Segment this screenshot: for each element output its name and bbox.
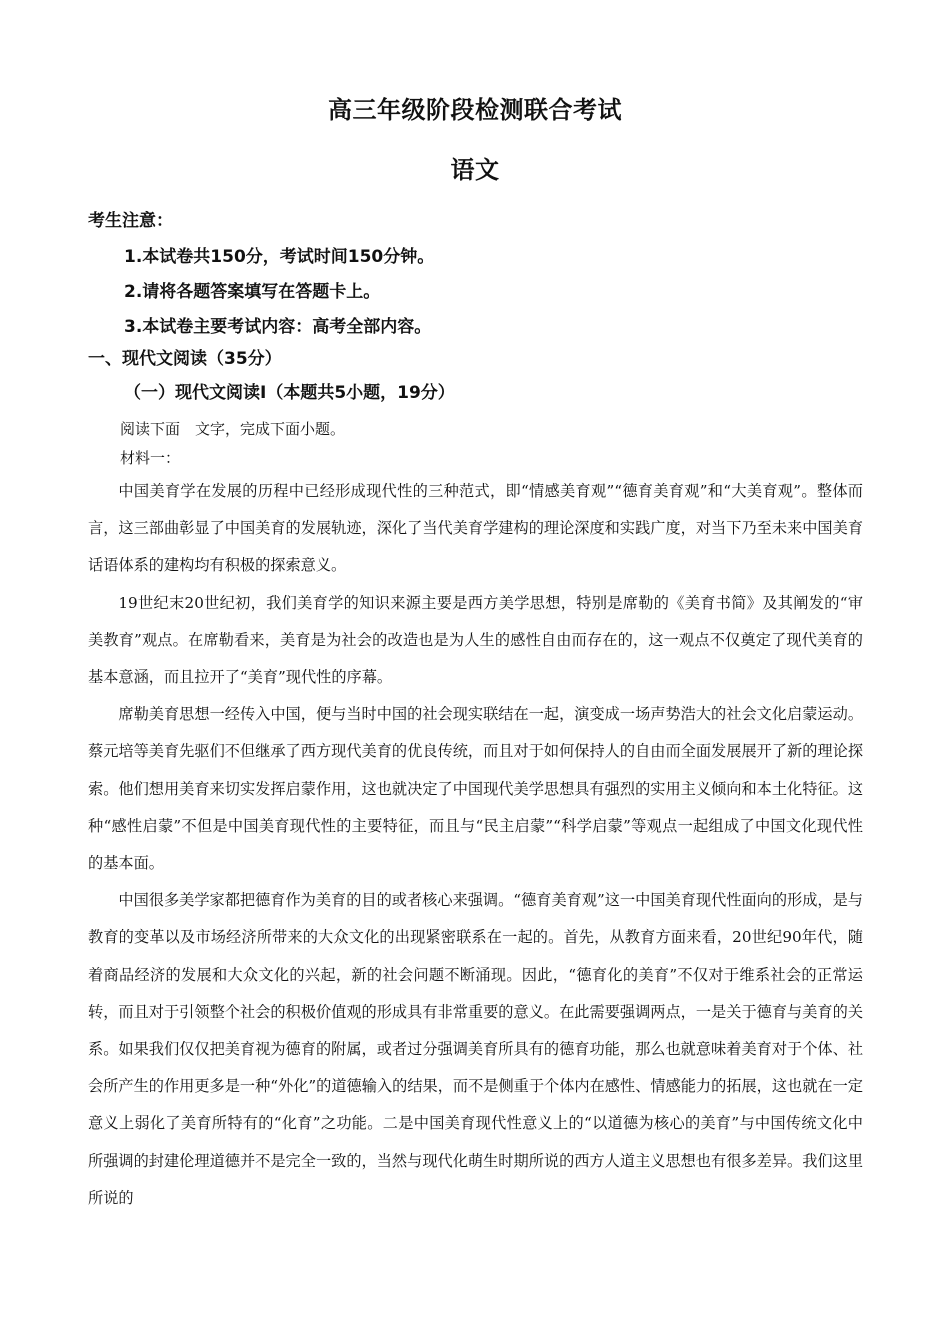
material-label: 材料一： bbox=[120, 449, 181, 467]
notice-item-3: 3.本试卷主要考试内容：高考全部内容。 bbox=[124, 317, 432, 337]
passage-paragraph-4: 中国很多美学家都把德育作为美育的目的或者核心来强调。“德育美育观”这一中国美育现代性面向的形成，是与教育的变革以及市场经济所带来的大众文化的出现紧密联系在一起的。首先，从教育方面来看，20世纪90年代，随着商品经济的发展和大众文化的兴起，新的社会问题不断涌现。因此，“德育化的美育”不仅对于维系社会的正常运转，而且对于引领整个社会的积极价值观的形成具有非常重要的意义。在此需要强调两点，一是关于德育与美育的关系。如果我们仅仅把美育视为德育的附属，或者过分强调美育所具有的德育功能，那么也就意味着美育对于个体、社会所产生的作用更多是一种“外化”的道德输入的结果，而不是侧重于个体内在感性、情感能力的拓展，这也就在一定意义上弱化了美育所特有的“化育”之功能。二是中国美育现代性意义上的“以道德为核心的美育”与中国传统文化中所强调的封建伦理道德并不是完全一致的，当然与现代化萌生时期所说的西方人道主义思想也有很多差异。我们这里所说的 bbox=[88, 891, 863, 1207]
section-heading: 一、现代文阅读（35分） bbox=[88, 349, 282, 369]
passage-body bbox=[88, 473, 863, 1217]
reading-instruction: 阅读下面 文字，完成下面小题。 bbox=[120, 420, 346, 438]
exam-title: 高三年级阶段检测联合考试 bbox=[328, 96, 622, 124]
passage-paragraph-3: 席勒美育思想一经传入中国，便与当时中国的社会现实联结在一起，演变成一场声势浩大的社会文化启蒙运动。蔡元培等美育先驱们不但继承了西方现代美育的优良传统，而且对于如何保持人的自由而全面发展展开了新的理论探索。他们想用美育来切实发挥启蒙作用，这也就决定了中国现代美学思想具有强烈的实用主义倾向和本土化特征。这种“感性启蒙”不但是中国美育现代性的主要特征，而且与“民主启蒙”“科学启蒙”等观点一起组成了中国文化现代性的基本面。 bbox=[88, 705, 863, 873]
section-sub-heading: （一）现代文阅读Ⅰ（本题共5小题，19分） bbox=[124, 383, 455, 403]
notice-item-1: 1.本试卷共150分，考试时间150分钟。 bbox=[124, 247, 435, 267]
passage-paragraph-2: 19世纪末20世纪初，我们美育学的知识来源主要是西方美学思想，特别是席勒的《美育书简》及其阐发的“审美教育”观点。在席勒看来，美育是为社会的改造也是为人生的感性自由而存在的，这一观点不仅奠定了现代美育的基本意涵，而且拉开了“美育”现代性的序幕。 bbox=[88, 593, 863, 687]
notice-heading: 考生注意： bbox=[88, 211, 173, 231]
notice-item-2: 2.请将各题答案填写在答题卡上。 bbox=[124, 282, 381, 302]
subject-title: 语文 bbox=[450, 156, 500, 184]
passage-paragraph-1: 中国美育学在发展的历程中已经形成现代性的三种范式，即“情感美育观”“德育美育观”和“大美育观”。整体而言，这三部曲彰显了中国美育的发展轨迹，深化了当代美育学建构的理论深度和实践广度，对当下乃至未来中国美育话语体系的建构均有积极的探索意义。 bbox=[88, 482, 863, 575]
